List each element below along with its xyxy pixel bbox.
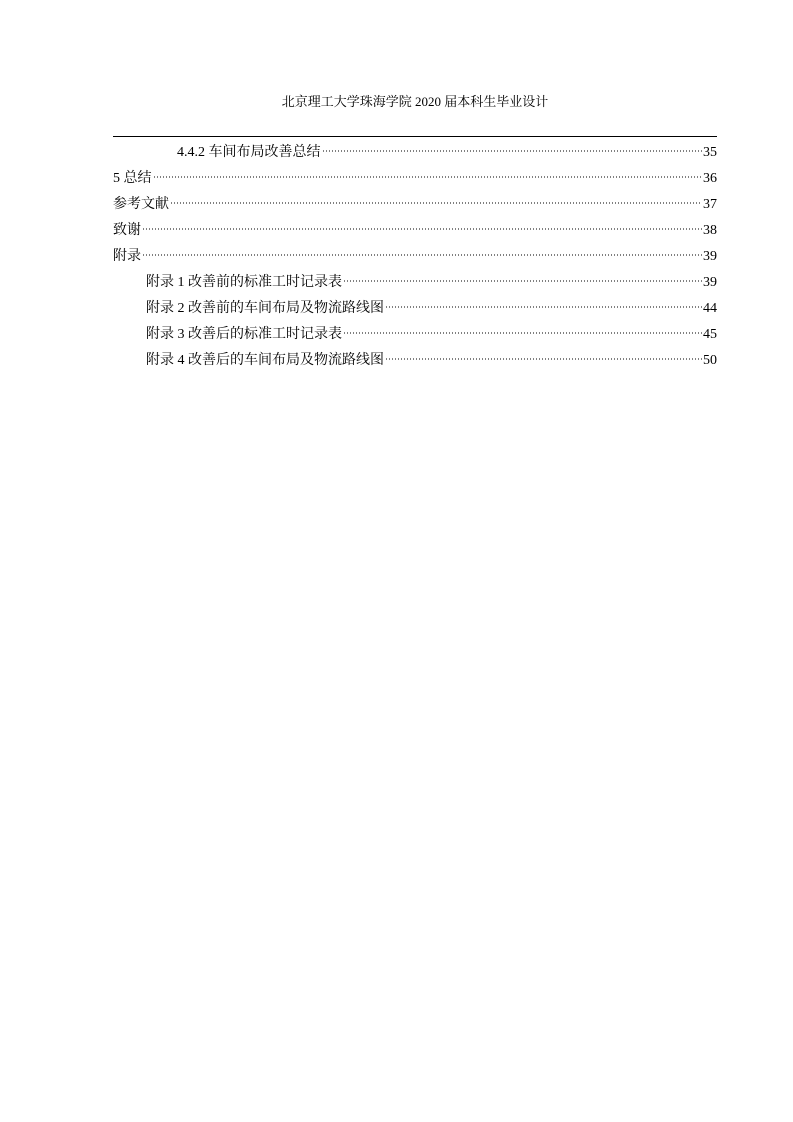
toc-dot-leader — [322, 150, 703, 152]
toc-entry-title: 致谢 — [113, 223, 141, 238]
toc-dot-leader — [142, 254, 702, 256]
toc-entry-references[interactable] — [113, 192, 717, 218]
header-title: 北京理工大学珠海学院 2020 届本科生毕业设计 — [281, 94, 549, 109]
toc-dot-leader — [170, 202, 702, 204]
toc-dot-leader — [385, 358, 702, 360]
toc-entry-page: 35 — [703, 145, 717, 160]
toc-entry-title: 附录 2 改善前的车间布局及物流路线图 — [146, 301, 384, 316]
toc-entry-appendix-4[interactable] — [113, 348, 717, 374]
toc-entry-title: 附录 4 改善后的车间布局及物流路线图 — [146, 353, 384, 368]
toc-dot-leader — [343, 280, 702, 282]
toc-entry-title: 附录 1 改善前的标准工时记录表 — [146, 275, 342, 290]
toc-dot-leader — [142, 228, 702, 230]
table-of-contents — [113, 140, 717, 374]
toc-entry-appendix-1[interactable] — [113, 270, 717, 296]
page-header — [113, 94, 717, 110]
toc-entry-page: 44 — [703, 301, 717, 316]
toc-entry-page: 39 — [703, 275, 717, 290]
toc-entry-5[interactable] — [113, 166, 717, 192]
toc-entry-appendix-2[interactable] — [113, 296, 717, 322]
toc-entry-page: 36 — [703, 171, 717, 186]
toc-entry-page: 50 — [703, 353, 717, 368]
toc-entry-title: 附录 — [113, 249, 141, 264]
toc-dot-leader — [343, 332, 702, 334]
toc-entry-page: 45 — [703, 327, 717, 342]
toc-entry-title: 4.4.2 车间布局改善总结 — [177, 145, 321, 160]
toc-entry-4-4-2[interactable] — [113, 140, 717, 166]
toc-entry-acknowledgements[interactable] — [113, 218, 717, 244]
toc-entry-title: 5 总结 — [113, 171, 152, 186]
toc-dot-leader — [153, 176, 703, 178]
toc-entry-title: 参考文献 — [113, 197, 169, 212]
toc-dot-leader — [385, 306, 702, 308]
toc-entry-page: 39 — [703, 249, 717, 264]
toc-entry-appendix-3[interactable] — [113, 322, 717, 348]
header-rule — [113, 136, 717, 137]
toc-entry-page: 38 — [703, 223, 717, 238]
toc-entry-appendix[interactable] — [113, 244, 717, 270]
toc-entry-title: 附录 3 改善后的标准工时记录表 — [146, 327, 342, 342]
toc-entry-page: 37 — [703, 197, 717, 212]
